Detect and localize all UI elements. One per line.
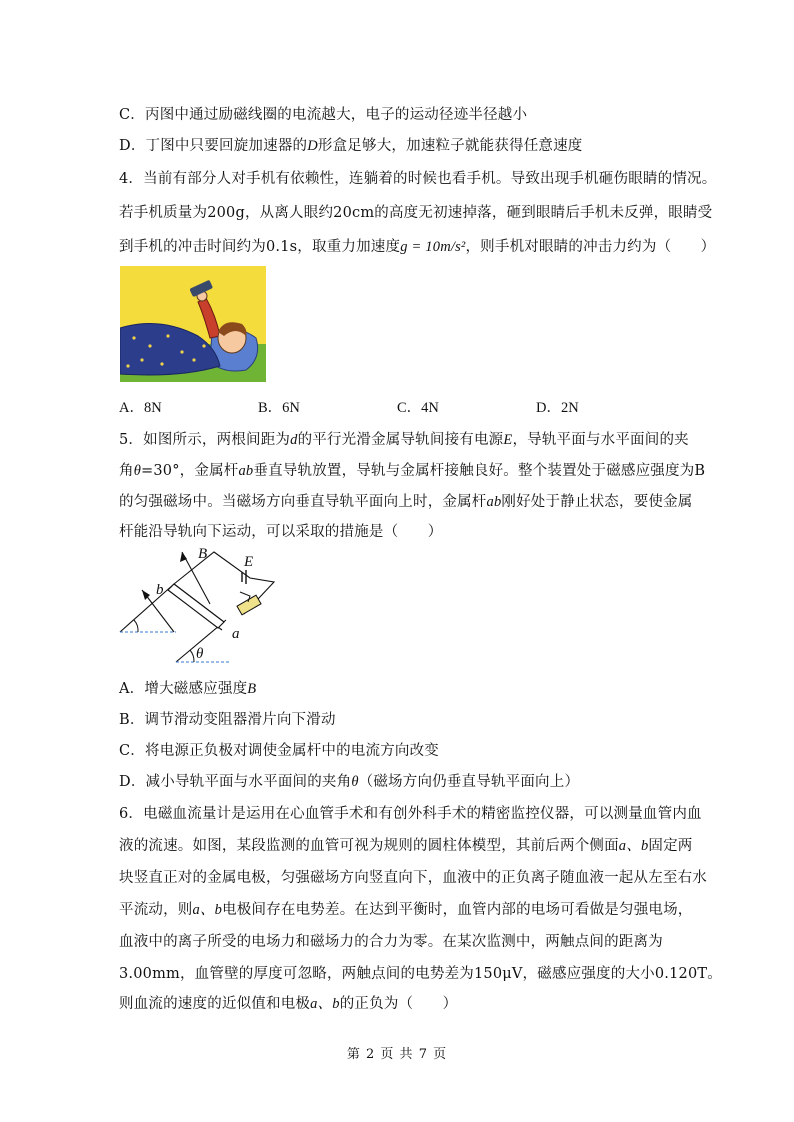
q5-line-1-post: ，导轨平面与水平面间的夹 [512, 432, 689, 448]
label-a-end: a [232, 626, 240, 642]
q5-line-3-post: 刚好处于静止状态，要使金属 [501, 494, 693, 510]
q5-var-theta: θ [133, 463, 142, 479]
q4-option-d[interactable]: D．2N [536, 400, 579, 416]
q6-var-ab-3: a、b [310, 996, 340, 1012]
q5-line-2-pre: 角 [119, 463, 134, 479]
q5-option-d-pre: D．减小导轨平面与水平面间的夹角 [119, 774, 352, 790]
q6-line-4 [119, 898, 693, 919]
page-footer: 第 2 页 共 7 页 [346, 1047, 448, 1062]
q4-line-3 [119, 235, 715, 256]
q5-option-d[interactable] [119, 770, 579, 791]
label-theta: θ [196, 646, 204, 662]
q5-var-e: E [503, 432, 513, 448]
q6-line-3: 块竖直正对的金属电极，匀强磁场方向竖直向下，血液中的正负离子随血液一起从左至右水 [119, 870, 707, 886]
q5-option-c[interactable]: C．将电源正负极对调使金属杆中的电流方向改变 [119, 743, 439, 759]
q3-option-d-pre: D．丁图中只要回旋加速器的 [119, 138, 308, 154]
q5-var-ab-2: ab [486, 494, 502, 510]
q3-option-c: C．丙图中通过励磁线圈的电流越大，电子的运动径迹半径越小 [119, 107, 528, 123]
q6-line-4-pre: 平流动，则 [119, 902, 193, 918]
q5-line-2-mid: =30°，金属杆 [141, 463, 239, 479]
q4-option-b[interactable]: B．6N [258, 400, 300, 416]
q6-line-7-pre: 则血流的速度的近似值和电极 [119, 996, 311, 1012]
q5-option-b[interactable]: B．调节滑动变阻器滑片向下滑动 [119, 712, 336, 728]
label-b-end: b [156, 582, 164, 598]
q6-line-2-post: 固定两 [648, 838, 693, 854]
q5-var-d: d [290, 432, 298, 448]
q5-var-ab: ab [238, 463, 254, 479]
q6-line-2 [119, 834, 693, 855]
q5-line-2-post: 垂直导轨放置，导轨与金属杆接触良好。整个装置处于磁感应强度为B [253, 463, 706, 479]
q4-option-a[interactable]: A．8N [119, 400, 162, 416]
q6-line-5: 血液中的离子所受的电场力和磁场力的合力为零。在某次监测中，两触点间的距离为 [119, 934, 663, 950]
q6-line-1: 6．电磁血流量计是运用在心血管手术和有创外科手术的精密监控仪器，可以测量血管内血 [119, 806, 702, 822]
q5-option-d-post: （磁场方向仍垂直导轨平面向上） [358, 774, 580, 790]
q3-option-d [119, 134, 583, 155]
q6-var-ab-2: a、b [192, 902, 223, 918]
q3-option-d-post: 形盒足够大，加速粒子就能获得任意速度 [317, 138, 583, 154]
q6-line-4-post: 电极间存在电势差。在达到平衡时，血管内部的电场可看做是匀强电场， [222, 902, 693, 918]
phone-in-bed-illustration [120, 266, 266, 382]
q4-line-1: 4．当前有部分人对手机有依赖性，连躺着的时候也看手机。导致出现手机砸伤眼睛的情况。 [119, 171, 717, 187]
q4-options [119, 396, 679, 416]
q5-line-4: 杆能沿导轨向下运动，可以采取的措施是（ ） [119, 524, 443, 540]
q6-line-7-post: 的正负为（ ） [339, 996, 458, 1012]
q6-line-7 [119, 992, 457, 1013]
q5-option-d-var: θ [351, 774, 359, 790]
q5-line-3-pre: 的匀强磁场中。当磁场方向垂直导轨平面向上时，金属杆 [119, 494, 487, 510]
q5-option-a[interactable] [119, 677, 256, 698]
inclined-rails-diagram [118, 544, 278, 666]
label-b-field: B [198, 546, 208, 562]
q5-option-a-var: B [247, 681, 257, 697]
q6-line-6: 3.00mm，血管壁的厚度可忽略，两触点间的电势差为150μV，磁感应强度的大小0.120T。 [119, 966, 722, 982]
q4-line-2: 若手机质量为200g，从离人眼约20cm的高度无初速掉落，砸到眼睛后手机未反弹，眼睛受 [119, 205, 713, 221]
q4-line-3-post: ，则手机对眼睛的冲击力约为（ ） [465, 239, 716, 255]
q4-option-c[interactable]: C．4N [397, 400, 439, 416]
q3-option-d-var: D [307, 138, 318, 154]
q5-line-3 [119, 490, 693, 511]
q4-formula: g = 10m/s² [400, 239, 466, 255]
q5-option-a-pre: A．增大磁感应强度 [119, 681, 248, 697]
q5-line-1-mid: 的平行光滑金属导轨间接有电源 [297, 432, 504, 448]
q6-var-ab: a、b [618, 838, 649, 854]
q6-line-2-pre: 液的流速。如图，某段监测的血管可视为规则的圆柱体模型，其前后两个侧面 [119, 838, 619, 854]
q4-line-3-pre: 到手机的冲击时间约为0.1s，取重力加速度 [119, 239, 401, 255]
q5-line-1 [119, 428, 689, 449]
q5-line-2 [119, 459, 705, 480]
q5-line-1-pre: 5．如图所示，两根间距为 [119, 432, 291, 448]
label-e: E [244, 554, 254, 570]
